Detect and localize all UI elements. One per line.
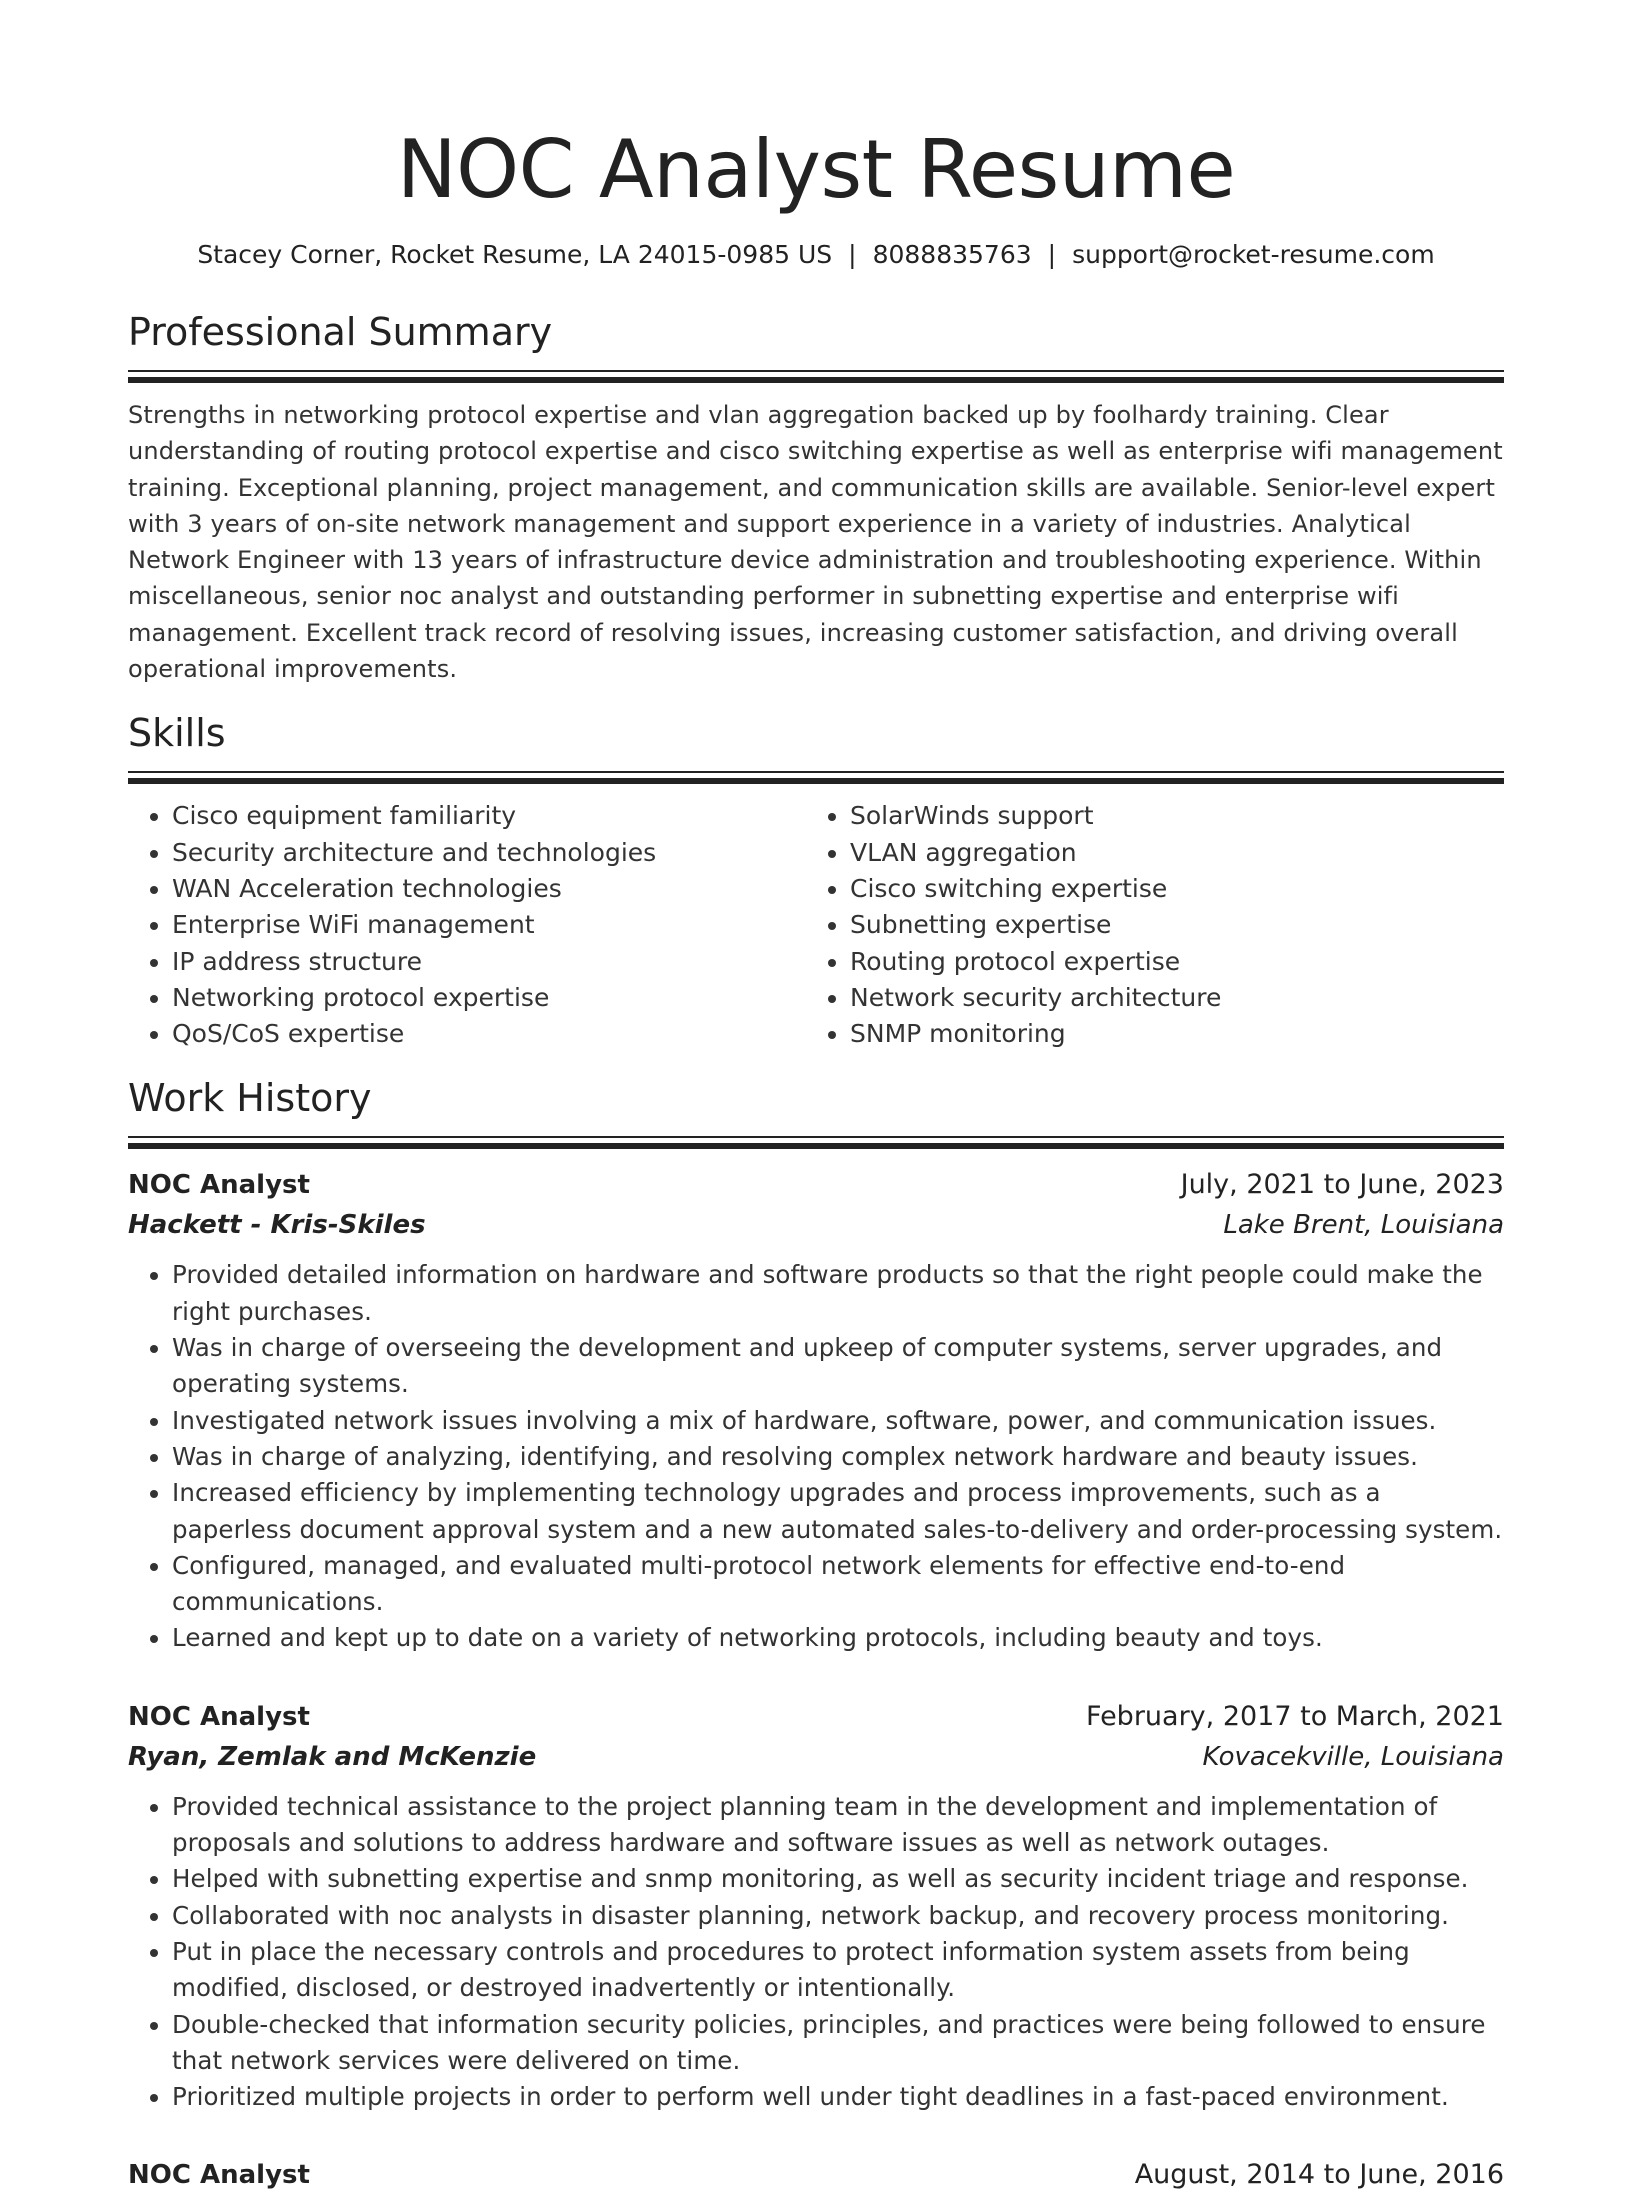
job-company: Hackett - Kris-Skiles [128,1210,426,1241]
job-bullet: • Was in charge of overseeing the development and upkeep of computer systems, server upgrades, and operating systems. [172,1330,1504,1403]
job-entry [128,2155,1504,2195]
job-company-row [128,1205,1504,1245]
skill-item: • Security architecture and technologies [172,835,806,871]
job-bullet: • Investigated network issues involving a mix of hardware, software, power, and communication issues. [172,1403,1504,1439]
skill-item: • QoS/CoS expertise [172,1016,806,1052]
section-divider [128,771,1504,784]
job-dates: February, 2017 to March, 2021 [1086,1700,1504,1732]
job-title: NOC Analyst [128,2160,310,2191]
job-dates: July, 2021 to June, 2023 [1180,1169,1504,1201]
job-bullet: • Prioritized multiple projects in order to perform well under tight deadlines in a fast-paced environment. [172,2079,1504,2115]
job-bullet: • Configured, managed, and evaluated multi-protocol network elements for effective end-to-end communications. [172,1548,1504,1621]
summary-text: Strengths in networking protocol expertise and vlan aggregation backed up by foolhardy training. Clear understanding of routing protocol expertise and cisco switching expertise as well as enterprise wifi management training. Exceptional planning, project management, and communication skills are available. Senior-level expert with 3 years of on-site network management and support experience in a variety of industries. Analytical Network Engineer with 13 years of infrastructure device administration and troubleshooting experience. Within miscellaneous, senior noc analyst and outstanding performer in subnetting expertise and enterprise wifi management. Excellent track record of resolving issues, increasing customer satisfaction, and driving overall operational improvements. [128,401,1503,684]
job-bullet: • Learned and kept up to date on a variety of networking protocols, including beauty and toys. [172,1620,1504,1656]
skill-item: • SolarWinds support [850,798,1484,834]
section-divider [128,370,1504,383]
skill-item: • VLAN aggregation [850,835,1484,871]
contact-separator: | [1047,240,1057,269]
skill-item: • Subnetting expertise [850,907,1484,943]
skill-item: • Cisco switching expertise [850,871,1484,907]
skill-item: • Enterprise WiFi management [172,907,806,943]
job-dates: August, 2014 to June, 2016 [1134,2159,1504,2191]
skills-list-left [128,798,806,1052]
work-history-section [128,1074,1504,2195]
skills-section [128,709,1504,1052]
skills-list-right [806,798,1484,1052]
skill-item: • Cisco equipment familiarity [172,798,806,834]
document-title: NOC Analyst Resume [396,123,1236,216]
job-header-row [128,2155,1504,2195]
job-title: NOC Analyst [128,1170,310,1201]
work-history-heading: Work History [128,1076,372,1121]
summary-heading: Professional Summary [128,310,553,354]
job-bullet: • Increased efficiency by implementing technology upgrades and process improvements, such as a paperless document approval system and a new automated sales-to-delivery and order-processing system. [172,1475,1504,1548]
job-bullet: • Put in place the necessary controls and procedures to protect information system assets from being modified, disclosed, or destroyed inadvertently or intentionally. [172,1934,1504,2007]
job-header-row [128,1165,1504,1205]
contact-address: Stacey Corner, Rocket Resume, LA 24015-0985 US [197,240,833,269]
skills-heading: Skills [128,711,226,756]
job-header-row [128,1697,1504,1737]
contact-phone: 8088835763 [872,240,1032,269]
job-location: Kovacekville, Louisiana [1202,1741,1504,1772]
contact-line [128,238,1504,272]
job-bullet: • Collaborated with noc analysts in disaster planning, network backup, and recovery process monitoring. [172,1898,1504,1934]
job-company-row [128,1737,1504,1777]
job-title: NOC Analyst [128,1701,310,1732]
job-bullets [128,1789,1504,2116]
resume-content [128,120,1504,2195]
job-bullet: • Double-checked that information security policies, principles, and practices were being followed to ensure that network services were delivered on time. [172,2007,1504,2080]
contact-separator: | [848,240,857,269]
job-bullet: • Provided detailed information on hardware and software products so that the right people could make the right purchases. [172,1257,1504,1330]
summary-section [128,308,1504,687]
job-location: Lake Brent, Louisiana [1223,1210,1504,1241]
job-bullet: • Provided technical assistance to the project planning team in the development and implementation of proposals and solutions to address hardware and software issues as well as network outages. [172,1789,1504,1862]
job-bullets [128,1257,1504,1656]
job-bullet: • Helped with subnetting expertise and snmp monitoring, as well as security incident triage and response. [172,1861,1504,1897]
job-bullet: • Was in charge of analyzing, identifying, and resolving complex network hardware and beauty issues. [172,1439,1504,1475]
skill-item: • Network security architecture [850,980,1484,1016]
job-entry [128,1697,1504,2116]
skill-item: • SNMP monitoring [850,1016,1484,1052]
skill-item: • Networking protocol expertise [172,980,806,1016]
skill-item: • IP address structure [172,944,806,980]
job-entry [128,1165,1504,1656]
job-company: Ryan, Zemlak and McKenzie [128,1741,537,1772]
contact-email: support@rocket-resume.com [1072,240,1435,269]
skills-columns [128,798,1504,1052]
section-divider [128,1136,1504,1149]
skill-item: • Routing protocol expertise [850,944,1484,980]
skill-item: • WAN Acceleration technologies [172,871,806,907]
